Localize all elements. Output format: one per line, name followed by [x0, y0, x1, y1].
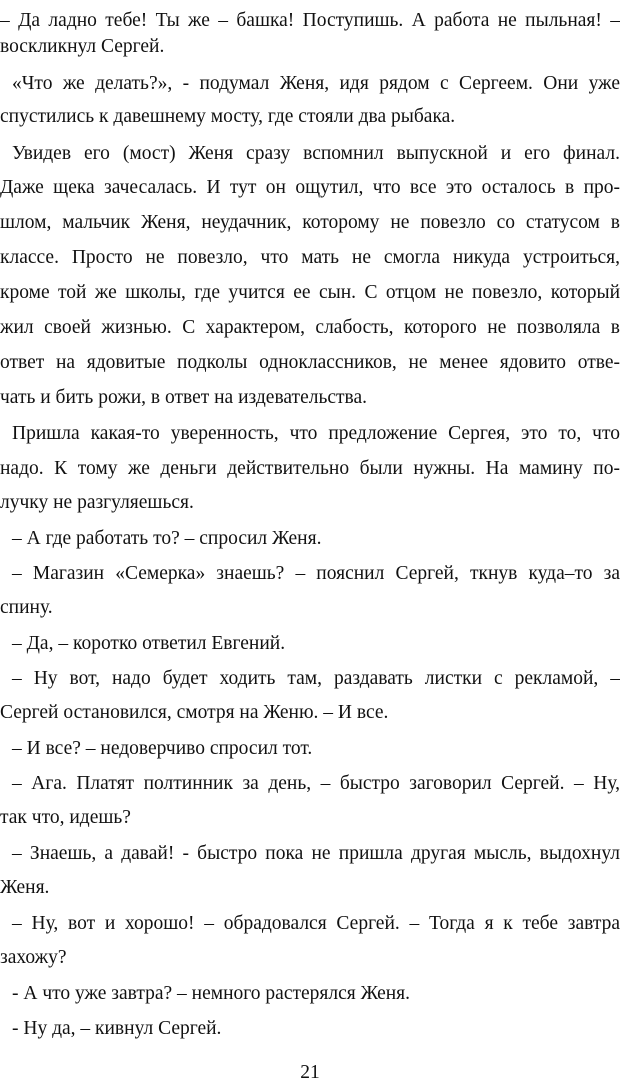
text-line: – Ну, вот и хорошо! – обрадовался Сергей. – Тогда я к тебе завтра [12, 913, 620, 934]
text-line: шлом, мальчик Женя, неудачник, которому не повезло со статусом в [0, 212, 620, 233]
text-line: Сергей остановился, смотря на Женю. – И все. [0, 702, 389, 723]
text-line: захожу? [0, 947, 67, 968]
text-line: – Ага. Платят полтинник за день, – быстро заговорил Сергей. – Ну, [12, 773, 620, 794]
text-line: «Что же делать?», - подумал Женя, идя рядом с Сергеем. Они уже [12, 73, 620, 94]
text-line: ответ на ядовитые подколы одноклассников, не менее ядовито отве- [0, 352, 620, 373]
text-line: – Ну вот, надо будет ходить там, раздавать листки с рекламой, – [12, 668, 620, 689]
text-line: Увидев его (мост) Женя сразу вспомнил выпускной и его финал. [12, 143, 620, 164]
text-line: чать и бить рожи, в ответ на издевательства. [0, 387, 368, 408]
text-line: – Магазин «Семерка» знаешь? – пояснил Сергей, ткнув куда–то за [12, 563, 620, 584]
text-line: – Да, – коротко ответил Евгений. [12, 633, 286, 654]
text-line: воскликнул Сергей. [0, 36, 165, 57]
text-line: так что, идешь? [0, 807, 131, 828]
text-line: Женя. [0, 877, 50, 898]
text-line: - Ну да, – кивнул Сергей. [12, 1018, 222, 1039]
text-line: – Да ладно тебе! Ты же – башка! Поступишь. А работа не пыльная! – [0, 10, 620, 31]
text-line: Пришла какая-то уверенность, что предложение Сергея, это то, что [12, 423, 620, 444]
text-line: жил своей жизнью. С характером, слабость, которого не позволяла в [0, 317, 620, 338]
text-line: Даже щека зачесалась. И тут он ощутил, что все это осталось в про- [0, 177, 620, 198]
text-line: надо. К тому же деньги действительно были нужны. На мамину по- [0, 458, 620, 479]
text-line: – Знаешь, а давай! - быстро пока не пришла другая мысль, выдохнул [12, 843, 620, 864]
text-line: – И все? – недоверчиво спросил тот. [12, 738, 313, 759]
text-line: лучку не разгуляешься. [0, 492, 194, 513]
text-line: – А где работать то? – спросил Женя. [12, 528, 322, 549]
text-line: кроме той же школы, где учится ее сын. С отцом не повезло, который [0, 282, 620, 303]
text-line: спину. [0, 597, 53, 618]
text-line: - А что уже завтра? – немного растерялся Женя. [12, 983, 411, 1004]
text-line: классе. Просто не повезло, что мать не смогла никуда устроиться, [0, 247, 620, 268]
page-number: 21 [300, 1062, 320, 1083]
text-line: спустились к давешнему мосту, где стояли два рыбака. [0, 106, 456, 127]
